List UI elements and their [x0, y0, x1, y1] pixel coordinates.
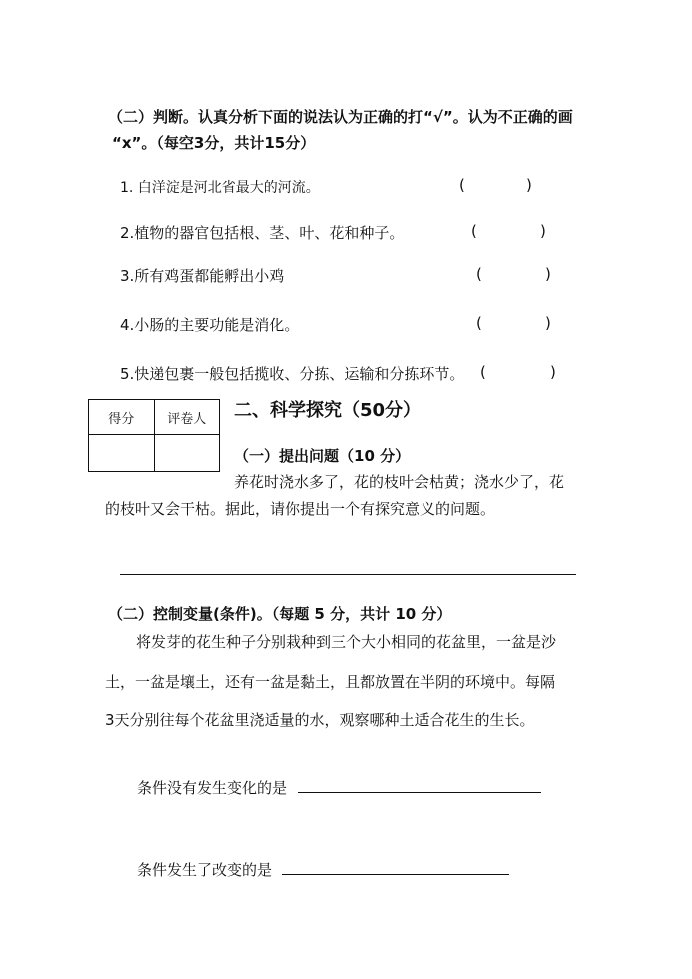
answer-paren-close-5: ) — [550, 363, 556, 381]
sub2-title: （二）控制变量(条件)。（每题 5 分，共计 10 分） — [108, 605, 452, 623]
sub2-text-line2: 土，一盆是壤土，还有一盆是黏土，且都放置在半阴的环境中。每隔 — [105, 673, 556, 691]
answer-paren-open-3: ( — [476, 265, 482, 283]
answer-paren-close-1: ) — [526, 176, 532, 194]
answer-paren-close-2: ) — [540, 222, 546, 240]
answer-paren-open-2: ( — [471, 222, 477, 240]
question-changed-label: 条件发生了改变的是 — [137, 861, 273, 879]
section-two-title: 二、科学探究（50分） — [234, 400, 422, 421]
sub2-text-line3: 3天分别往每个花盆里浇适量的水，观察哪种土适合花生的生长。 — [105, 711, 535, 729]
judge-heading-line1: （二）判断。认真分析下面的说法认为正确的打“√”。认为不正确的画 — [108, 108, 573, 126]
changed-answer-line[interactable] — [282, 874, 509, 875]
sub1-title: （一）提出问题（10 分） — [234, 447, 411, 465]
grader-header: 评卷人 — [154, 400, 220, 435]
judge-heading-line2: “x”。（每空3分，共计15分） — [112, 134, 316, 152]
question-unchanged-label: 条件没有发生变化的是 — [137, 779, 288, 797]
score-cell[interactable] — [89, 435, 155, 472]
sub1-text-line1: 养花时浇水多了，花的枝叶会枯黄；浇水少了，花 — [234, 473, 565, 491]
sub2-text-line1: 将发芽的花生种子分别栽种到三个大小相同的花盆里，一盆是沙 — [136, 633, 557, 651]
score-header: 得分 — [89, 400, 155, 435]
grader-cell[interactable] — [154, 435, 220, 472]
answer-paren-open-1: ( — [459, 176, 465, 194]
answer-paren-open-5: ( — [480, 363, 486, 381]
judge-item-1: 1. 白洋淀是河北省最大的河流。 — [120, 180, 320, 196]
answer-paren-close-4: ) — [545, 314, 551, 332]
unchanged-answer-line[interactable] — [298, 792, 541, 793]
answer-paren-close-3: ) — [545, 265, 551, 283]
judge-item-3: 3.所有鸡蛋都能孵出小鸡 — [120, 267, 285, 285]
judge-item-4: 4.小肠的主要功能是消化。 — [120, 316, 300, 334]
judge-item-2: 2.植物的器官包括根、茎、叶、花和种子。 — [120, 224, 405, 242]
sub1-text-line2: 的枝叶又会干枯。据此，请你提出一个有探究意义的问题。 — [105, 500, 496, 518]
score-box — [88, 399, 220, 472]
answer-paren-open-4: ( — [476, 314, 482, 332]
sub1-answer-line[interactable] — [120, 574, 576, 575]
judge-item-5: 5.快递包裹一般包括揽收、分拣、运输和分拣环节。 — [120, 365, 465, 383]
